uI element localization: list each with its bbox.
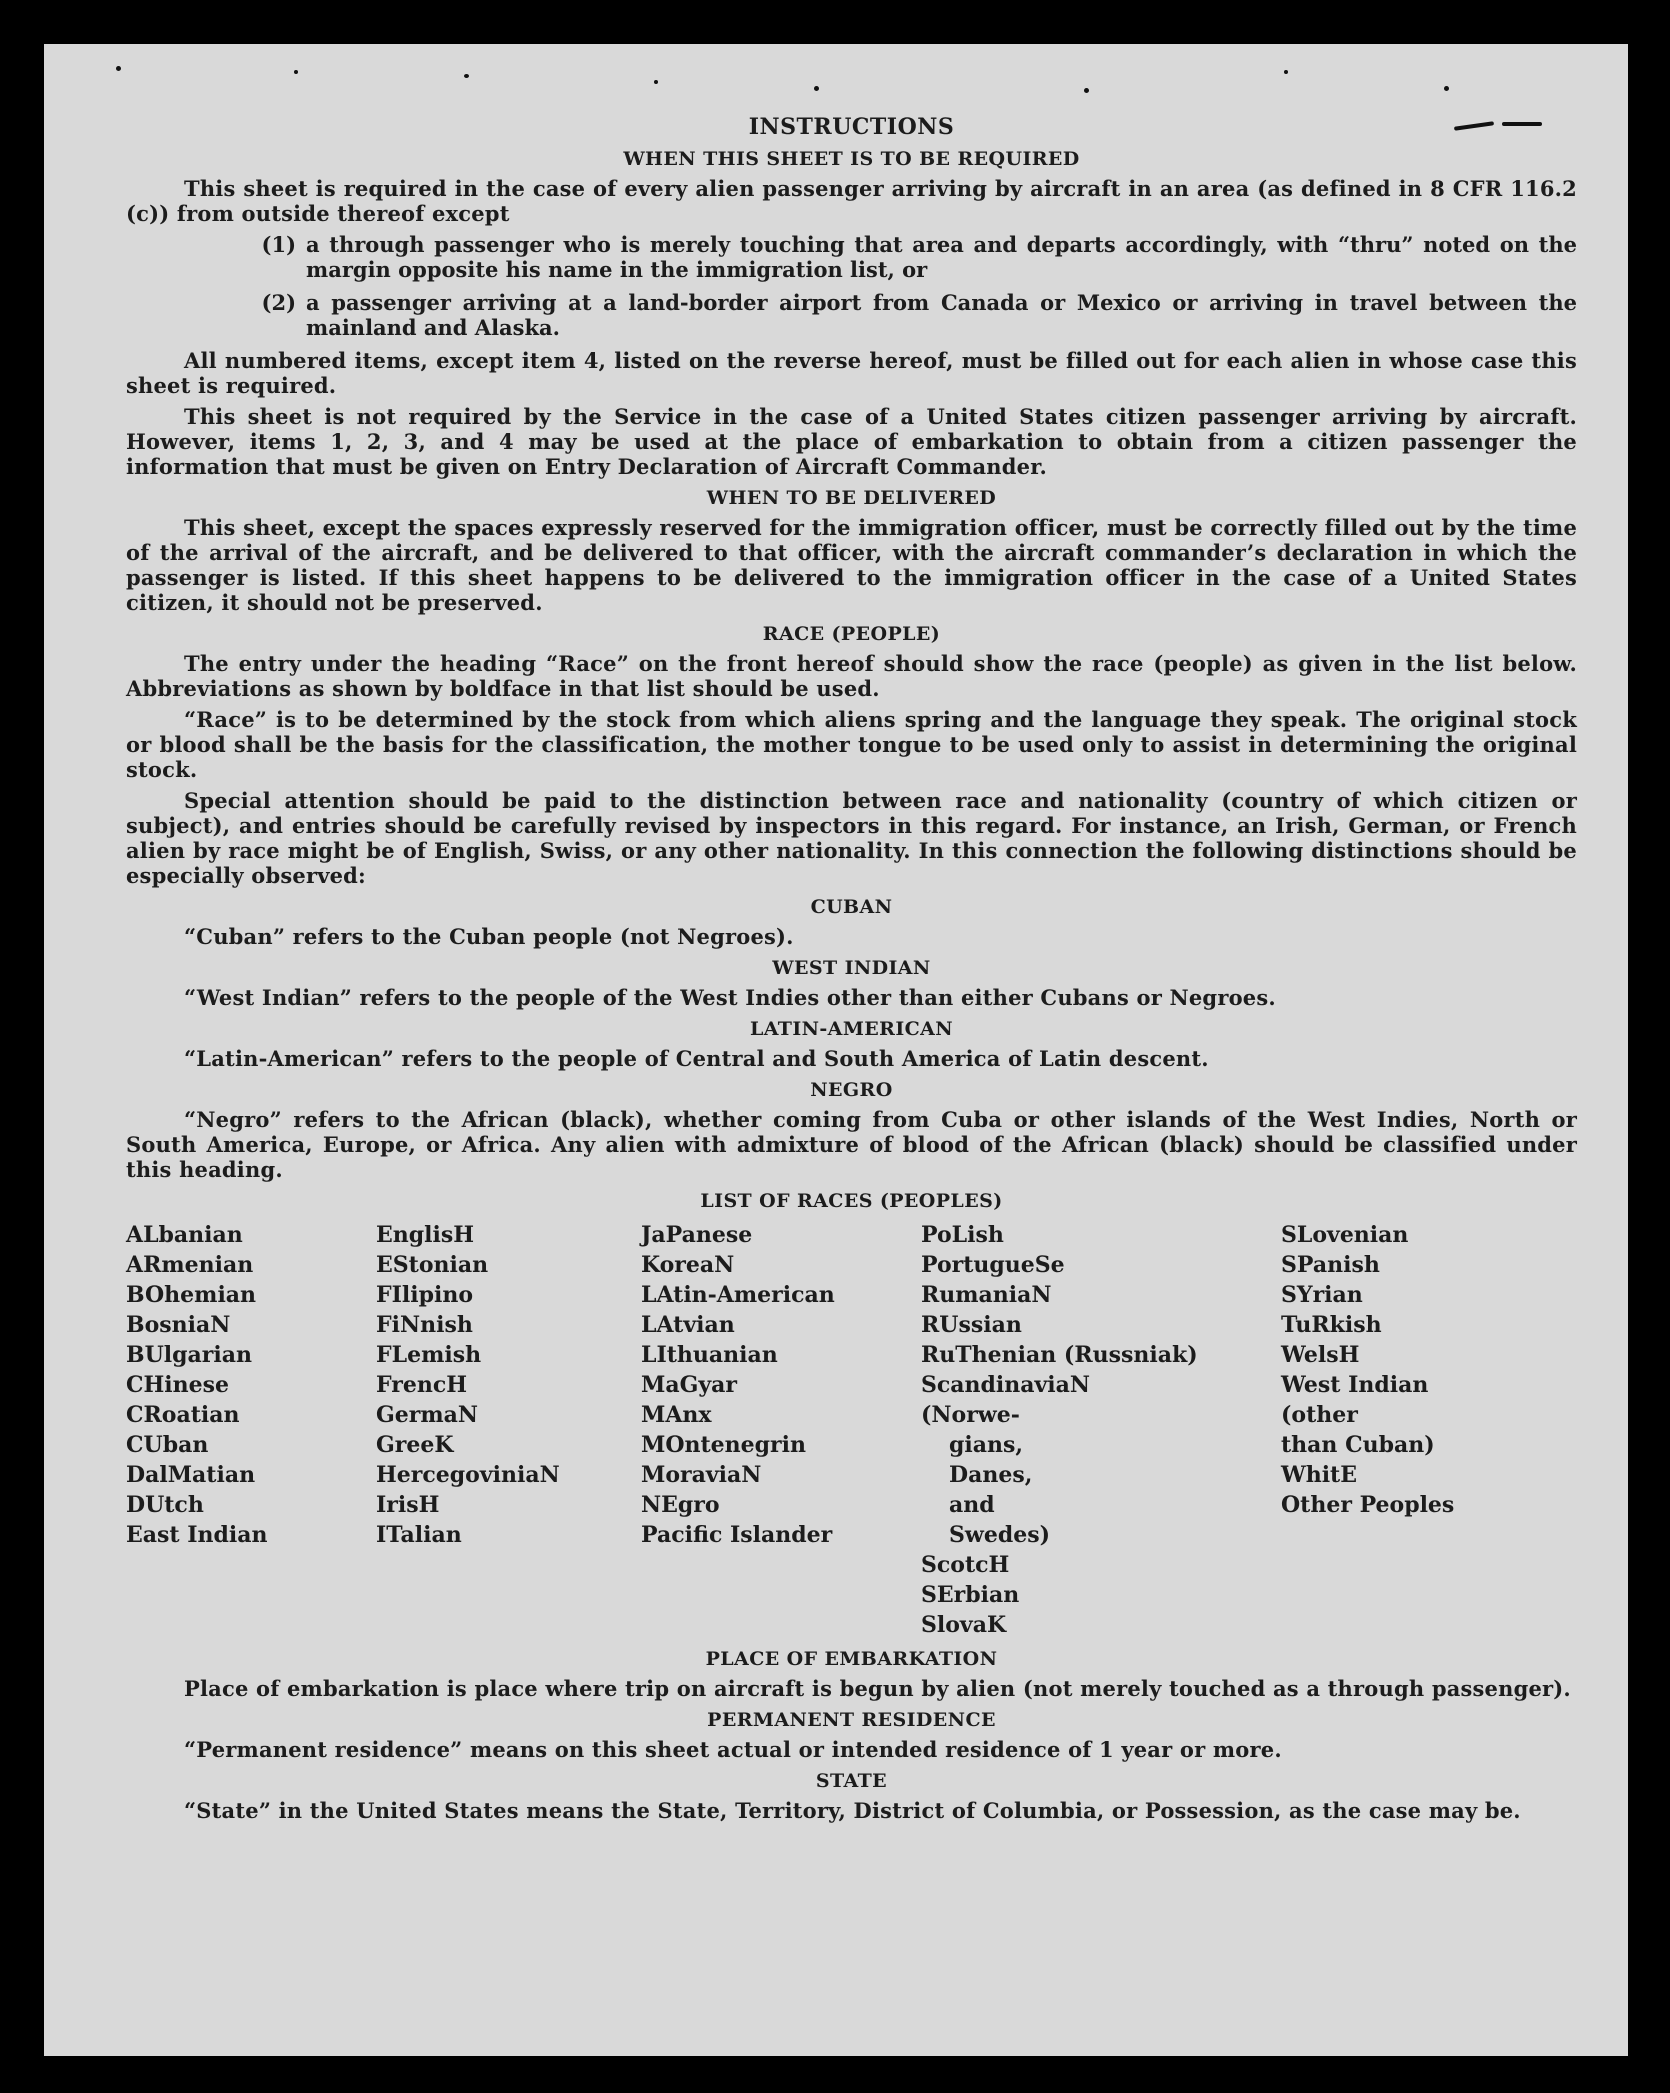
section-heading-negro: NEGRO: [810, 1079, 893, 1101]
document-sheet: [44, 44, 1628, 2056]
paragraph: Special attention should be paid to the distinction between race and nationality (country of which citizen or subject), and entries should be carefully revised by inspectors in this regard. For instance, an Irish, German, or French alien by race might be of English, Swiss, or any other nationality. In this connection the following distinctions should be especially observed:: [126, 788, 1577, 888]
race-item: MoraviaN: [641, 1462, 762, 1488]
race-item: ARmenian: [126, 1252, 254, 1278]
race-item: FrencH: [376, 1372, 467, 1398]
race-item: DUtch: [126, 1492, 204, 1518]
race-item: East Indian: [126, 1522, 268, 1548]
paragraph: “Permanent residence” means on this sheet actual or intended residence of 1 year or more.: [184, 1737, 1282, 1762]
race-item: LIthuanian: [641, 1342, 778, 1368]
scan-speck: [1084, 88, 1089, 93]
list-item-text: a passenger arriving at a land-border airport from Canada or Mexico or arriving in travel between the mainland and Alaska.: [306, 290, 1577, 340]
scan-speck: [814, 86, 819, 91]
race-item-part: and: [949, 1492, 995, 1518]
section-heading-race: RACE (PEOPLE): [762, 623, 941, 645]
races-column-3: [641, 1220, 921, 1640]
scan-speck: [294, 70, 298, 74]
race-item: MAnx: [641, 1402, 712, 1428]
race-item: TuRkish: [1281, 1312, 1382, 1338]
instructions-content: [126, 114, 1577, 1829]
race-item: SYrian: [1281, 1282, 1363, 1308]
paragraph: “Cuban” refers to the Cuban people (not Negroes).: [184, 924, 794, 949]
race-item: LAtvian: [641, 1312, 735, 1338]
race-item-part: ScandinaviaN: [921, 1372, 1091, 1398]
section-heading-residence: PERMANENT RESIDENCE: [707, 1709, 996, 1731]
list-item-number: (1): [261, 232, 296, 257]
page-title: INSTRUCTIONS: [748, 114, 955, 140]
race-item: CHinese: [126, 1372, 230, 1398]
race-item: NEgro: [641, 1492, 720, 1518]
list-item-number: (2): [261, 290, 296, 315]
race-item-continuation: Swedes): [949, 1522, 1050, 1548]
race-item: WhitE: [1281, 1462, 1357, 1488]
race-item: FIlipino: [376, 1282, 474, 1308]
race-item-part: gians,: [949, 1432, 1024, 1458]
section-heading-state: STATE: [815, 1770, 888, 1792]
race-item: SPanish: [1281, 1252, 1380, 1278]
race-item: SlovaK: [921, 1612, 1007, 1638]
scan-speck: [654, 80, 658, 84]
list-item-text: a through passenger who is merely touching that area and departs accordingly, with “thru” noted on the margin opposite his name in the immigration list, or: [306, 232, 1577, 282]
race-item: GreeK: [376, 1432, 454, 1458]
scan-speck: [1284, 70, 1288, 74]
race-item: IrisH: [376, 1492, 440, 1518]
race-item: KoreaN: [641, 1252, 735, 1278]
race-item: PoLish: [921, 1222, 1004, 1248]
scan-speck: [464, 74, 469, 78]
races-column-4: [921, 1220, 1281, 1640]
list-item: [126, 232, 1577, 282]
section-heading-cuban: CUBAN: [810, 896, 893, 918]
paragraph: “West Indian” refers to the people of the West Indies other than either Cubans or Negroes.: [184, 985, 1276, 1010]
race-item: MOntenegrin: [641, 1432, 806, 1458]
race-item-scandinavian: [921, 1370, 1281, 1430]
paragraph: All numbered items, except item 4, listed on the reverse hereof, must be filled out for each alien in whose case this sheet is required.: [126, 348, 1577, 398]
race-item: CUban: [126, 1432, 209, 1458]
race-item: HercegoviniaN: [376, 1462, 560, 1488]
race-item: FiNnish: [376, 1312, 473, 1338]
race-item: CRoatian: [126, 1402, 240, 1428]
race-item: RUssian: [921, 1312, 1022, 1338]
race-item: PortugueSe: [921, 1252, 1065, 1278]
paragraph: “Race” is to be determined by the stock from which aliens spring and the language they speak. The original stock or blood shall be the basis for the classification, the mother tongue to be used only to assist in determining the original stock.: [126, 707, 1577, 782]
race-item: BUlgarian: [126, 1342, 252, 1368]
section-heading-embarkation: PLACE OF EMBARKATION: [705, 1648, 998, 1670]
scan-speck: [116, 66, 121, 71]
races-column-5: [1281, 1220, 1577, 1640]
paragraph: This sheet is not required by the Service in the case of a United States citizen passenger arriving by aircraft. However, items 1, 2, 3, and 4 may be used at the place of embarkation to obtain from a citizen passenger the information that must be given on Entry Declaration of Aircraft Commander.: [126, 404, 1577, 479]
race-item-west-indian: [1281, 1370, 1577, 1430]
paragraph: This sheet, except the spaces expressly reserved for the immigration officer, must be correctly filled out by the time of the arrival of the aircraft, and be delivered to that officer, with the aircraft commander’s declaration in which the passenger is listed. If this sheet happens to be delivered to the immigration officer in the case of a United States citizen, it should not be preserved.: [126, 515, 1577, 615]
race-item-continuation: than Cuban): [1281, 1432, 1435, 1458]
paragraph: “Negro” refers to the African (black), whether coming from Cuba or other islands of the West Indies, North or South America, Europe, or Africa. Any alien with admixture of blood of the African (black) should be classified under this heading.: [126, 1107, 1577, 1182]
races-column-2: [376, 1220, 641, 1640]
race-item: Pacific Islander: [641, 1522, 833, 1548]
race-item-continuation: [921, 1430, 1281, 1520]
section-heading-west-indian: WEST INDIAN: [772, 957, 931, 979]
paragraph: This sheet is required in the case of every alien passenger arriving by aircraft in an area (as defined in 8 CFR 116.2 (c)) from outside thereof except: [126, 176, 1577, 226]
races-list: [126, 1220, 1577, 1640]
paragraph: The entry under the heading “Race” on the front hereof should show the race (people) as given in the list below. Abbreviations as shown by boldface in that list should be used.: [126, 651, 1577, 701]
race-item: SLovenian: [1281, 1222, 1409, 1248]
race-item: ScotcH: [921, 1552, 1010, 1578]
race-item: WelsH: [1281, 1342, 1360, 1368]
race-item-part: (Norwe-: [921, 1402, 1020, 1428]
race-item: ITalian: [376, 1522, 462, 1548]
paragraph: “State” in the United States means the State, Territory, District of Columbia, or Possession, as the case may be.: [184, 1798, 1521, 1823]
race-item: GermaN: [376, 1402, 479, 1428]
race-item: LAtin-American: [641, 1282, 835, 1308]
race-item: Other Peoples: [1281, 1492, 1455, 1518]
list-item: [126, 290, 1577, 340]
race-item: EStonian: [376, 1252, 489, 1278]
race-item-part: West Indian: [1281, 1372, 1429, 1398]
section-heading-when-required: WHEN THIS SHEET IS TO BE REQUIRED: [623, 148, 1080, 170]
races-column-1: [126, 1220, 376, 1640]
race-item: RumaniaN: [921, 1282, 1052, 1308]
race-item: MaGyar: [641, 1372, 738, 1398]
race-item: BosniaN: [126, 1312, 231, 1338]
race-item: DalMatian: [126, 1462, 256, 1488]
race-item: ALbanian: [126, 1222, 243, 1248]
section-heading-list-of-races: LIST OF RACES (PEOPLES): [700, 1190, 1003, 1212]
section-heading-latin-american: LATIN-AMERICAN: [749, 1018, 954, 1040]
scan-speck: [1444, 86, 1449, 91]
paragraph: Place of embarkation is place where trip on aircraft is begun by alien (not merely touched as a through passenger).: [184, 1676, 1571, 1701]
race-item: RuThenian (Russniak): [921, 1342, 1198, 1368]
section-heading-when-delivered: WHEN TO BE DELIVERED: [706, 487, 997, 509]
race-item: SErbian: [921, 1582, 1020, 1608]
race-item: BOhemian: [126, 1282, 257, 1308]
race-item: JaPanese: [641, 1222, 753, 1248]
race-item: EnglisH: [376, 1222, 475, 1248]
race-item-part: Danes,: [949, 1462, 1033, 1488]
race-item-part: (other: [1281, 1402, 1358, 1428]
paragraph: “Latin-American” refers to the people of Central and South America of Latin descent.: [184, 1046, 1209, 1071]
race-item: FLemish: [376, 1342, 482, 1368]
